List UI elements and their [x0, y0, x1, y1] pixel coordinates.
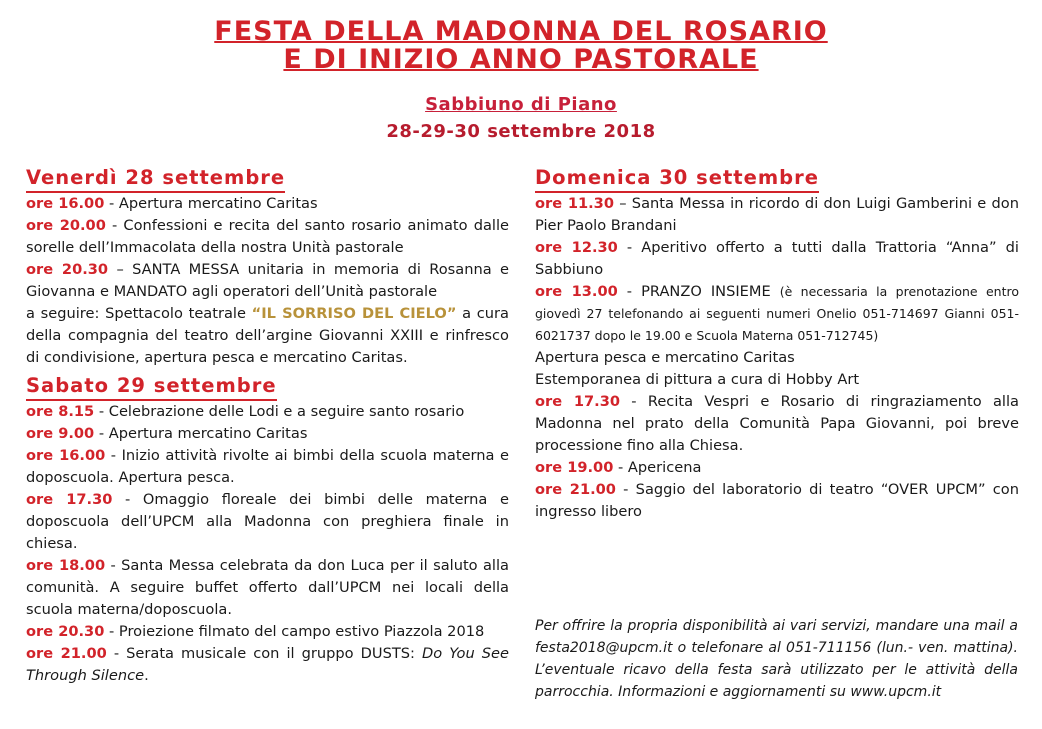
dates-subtitle: 28-29-30 settembre 2018 — [386, 121, 656, 142]
event-item: ore 18.00 - Santa Messa celebrata da don Luca per il saluto alla comunità. A seguire buffet offerto dall’UPCM nei locali della scuola materna/doposcuola. — [26, 557, 509, 618]
plain-line: Estemporanea di pittura a cura di Hobby Art — [535, 371, 860, 388]
event-item: ore 11.30 – Santa Messa in ricordo di don Luigi Gamberini e don Pier Paolo Brandani — [535, 195, 1019, 234]
left-column — [26, 165, 509, 687]
title-line-2: E DI INIZIO ANNO PASTORALE — [283, 44, 759, 75]
plain-line: Apertura pesca e mercatino Caritas — [535, 349, 795, 366]
event-item: ore 17.30 - Recita Vespri e Rosario di ringraziamento alla Madonna nel prato della Comunità Papa Giovanni, poi breve processione fino alla Chiesa. — [535, 393, 1019, 454]
event-item: ore 20.00 - Confessioni e recita del santo rosario animato dalle sorelle dell’Immacolata della nostra Unità pastorale — [26, 217, 509, 256]
title-line-1: FESTA DELLA MADONNA DEL ROSARIO — [214, 16, 828, 47]
footer-note: Per offrire la propria disponibilità ai vari servizi, mandare una mail a festa2018@upcm.it o telefonare al 051-711156 (lun.- ven. mattina). L’eventuale ricavo della festa sarà utilizzato per le attività della parrocchia. Informazioni e aggiornamenti su www.upcm.it — [535, 618, 1018, 700]
event-item: ore 12.30 - Aperitivo offerto a tutti dalla Trattoria “Anna” di Sabbiuno — [535, 239, 1019, 278]
friday-theatre-item: a seguire: Spettacolo teatrale “IL SORRISO DEL CIELO” a cura della compagnia del teatro dell’argine Giovanni XXIII e rinfresco di condivisione, apertura pesca e mercatino Caritas. — [26, 305, 509, 366]
event-item: ore 19.00 - Apericena — [535, 459, 702, 476]
event-item: ore 20.30 – SANTA MESSA unitaria in memoria di Rosanna e Giovanna e MANDATO agli operatori dell’Unità pastorale — [26, 261, 509, 300]
event-item: ore 8.15 - Celebrazione delle Lodi e a seguire santo rosario — [26, 403, 465, 420]
lunch-item: ore 13.00 - PRANZO INSIEME (è necessaria la prenotazione entro giovedì 27 telefonando ai seguenti numeri Onelio 051-714697 Gianni 051-6021737 dopo le 19.00 e Scuola Materna 051-712745) — [535, 283, 1019, 343]
saturday-heading: Sabato 29 settembre — [26, 373, 277, 401]
reservation-note: (è necessaria la prenotazione entro giovedì 27 telefonando ai seguenti numeri Onelio 051-714697 Gianni 051-6021737 dopo le 19.00 e Scuola Materna 051-712745) — [535, 284, 1019, 343]
event-item: ore 9.00 - Apertura mercatino Caritas — [26, 425, 308, 442]
show-title: “IL SORRISO DEL CIELO” — [251, 305, 457, 322]
event-item: ore 21.00 - Saggio del laboratorio di teatro “OVER UPCM” con ingresso libero — [535, 481, 1019, 520]
right-column — [535, 165, 1019, 523]
event-item: ore 16.00 - Inizio attività rivolte ai bimbi della scuola materna e doposcuola. Apertura pesca. — [26, 447, 509, 486]
location-subtitle: Sabbiuno di Piano — [425, 94, 617, 115]
event-item: ore 16.00 - Apertura mercatino Caritas — [26, 195, 318, 212]
event-item: ore 17.30 - Omaggio floreale dei bimbi delle materna e doposcuola dell’UPCM alla Madonna con preghiera finale in chiesa. — [26, 491, 509, 552]
event-item: ore 21.00 - Serata musicale con il gruppo DUSTS: Do You See Through Silence. — [26, 645, 509, 684]
friday-heading: Venerdì 28 settembre — [26, 165, 285, 193]
event-item: ore 20.30 - Proiezione filmato del campo estivo Piazzola 2018 — [26, 623, 485, 640]
sunday-heading: Domenica 30 settembre — [535, 165, 819, 193]
